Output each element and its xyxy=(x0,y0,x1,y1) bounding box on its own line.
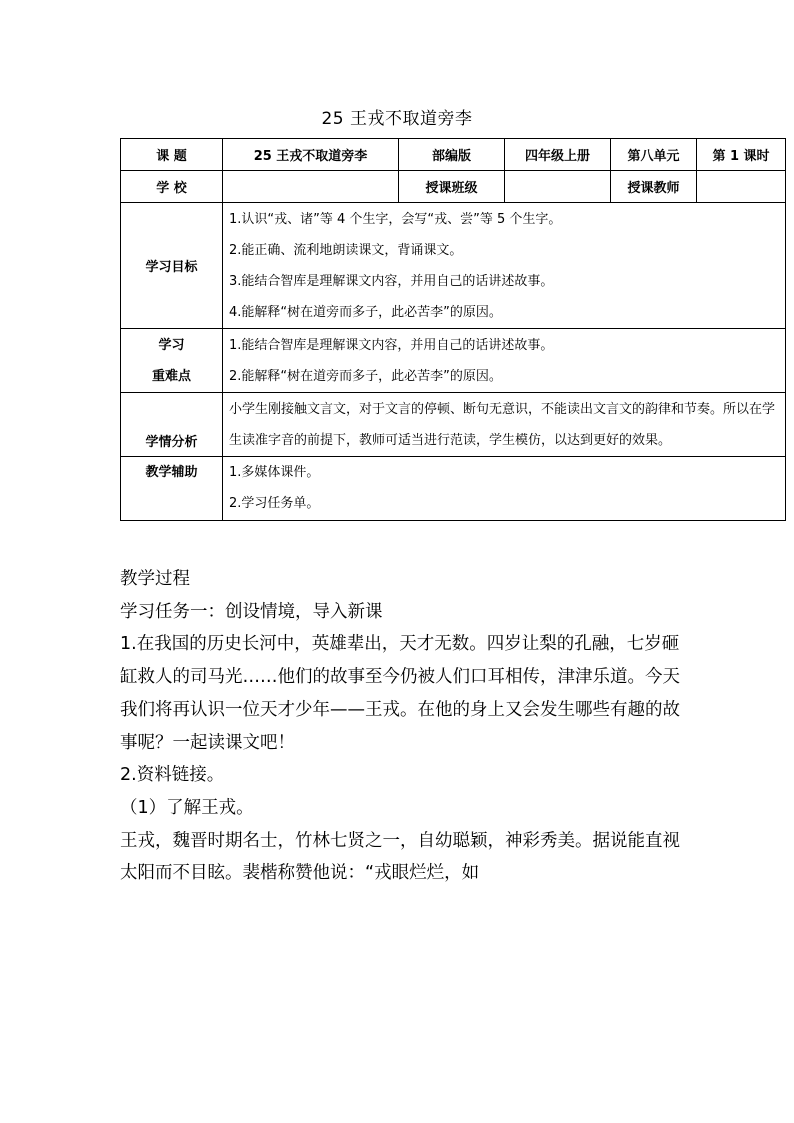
class-label: 授课班级 xyxy=(399,171,505,203)
teaching-process xyxy=(120,563,680,890)
class-value xyxy=(505,171,611,203)
aids-item: 1.多媒体课件。 xyxy=(229,465,320,480)
topic-label: 课 题 xyxy=(121,139,223,171)
difficulty-label xyxy=(121,329,223,393)
teacher-value xyxy=(697,171,786,203)
table-row-analysis xyxy=(121,393,786,457)
lesson-title-cell: 25 王戎不取道旁李 xyxy=(223,139,399,171)
table-row-aids xyxy=(121,457,786,521)
analysis-content xyxy=(223,393,786,457)
school-label: 学 校 xyxy=(121,171,223,203)
goals-label: 学习目标 xyxy=(121,203,223,329)
paragraph-intro: 1.在我国的历史长河中，英雄辈出，天才无数。四岁让梨的孔融，七岁砸缸救人的司马光……他们的故事至今仍被人们口耳相传，津津乐道。今天我们将再认识一位天才少年——王戎。在他的身上又会发生哪些有趣的故事呢？一起读课文吧！ xyxy=(120,634,680,753)
goal-item: 4.能解释“树在道旁而多子，此必苦李”的原因。 xyxy=(229,304,502,320)
period-cell: 第 1 课时 xyxy=(697,139,786,171)
process-heading: 教学过程 xyxy=(120,569,190,589)
difficulty-label-line1: 学习 xyxy=(158,337,185,353)
paragraph-wangrong-bio: 王戎，魏晋时期名士，竹林七贤之一，自幼聪颖，神彩秀美。据说能直视太阳而不目眩。裴楷称赞他说：“戎眼烂烂，如 xyxy=(120,830,680,884)
difficulty-content xyxy=(223,329,786,393)
school-value xyxy=(223,171,399,203)
document-title: 25 王戎不取道旁李 xyxy=(321,109,473,129)
edition-cell: 部编版 xyxy=(399,139,505,171)
table-row-goals xyxy=(121,203,786,329)
goals-content xyxy=(223,203,786,329)
unit-cell: 第八单元 xyxy=(611,139,697,171)
aids-item: 2.学习任务单。 xyxy=(229,496,320,511)
analysis-label: 学情分析 xyxy=(121,393,223,457)
table-row-difficulty xyxy=(121,329,786,393)
goal-item: 1.认识“戎、诸”等 4 个生字，会写“戎、尝”等 5 个生字。 xyxy=(229,211,562,227)
paragraph-know-wangrong: （1）了解王戎。 xyxy=(120,797,254,818)
difficulty-item: 2.能解释“树在道旁而多子，此必苦李”的原因。 xyxy=(229,368,502,384)
table-row-school xyxy=(121,171,786,203)
difficulty-item: 1.能结合智库是理解课文内容，并用自己的话讲述故事。 xyxy=(229,337,554,353)
table-row-topic xyxy=(121,139,786,171)
goal-item: 2.能正确、流利地朗读课文，背诵课文。 xyxy=(229,242,463,258)
paragraph-materials: 2.资料链接。 xyxy=(120,765,225,786)
aids-label-cell xyxy=(121,457,223,521)
lesson-plan-table xyxy=(120,138,786,521)
teacher-label: 授课教师 xyxy=(611,171,697,203)
grade-cell: 四年级上册 xyxy=(505,139,611,171)
analysis-text: 小学生刚接触文言文，对于文言的停顿、断句无意识，不能读出文言文的韵律和节奏。所以在学生读准字音的前提下，教师可适当进行范读，学生模仿，以达到更好的效果。 xyxy=(229,401,776,448)
task1-heading: 学习任务一：创设情境，导入新课 xyxy=(120,601,383,622)
aids-content xyxy=(223,457,786,521)
aids-label: 教学辅助 xyxy=(145,465,198,480)
goal-item: 3.能结合智库是理解课文内容，并用自己的话讲述故事。 xyxy=(229,273,554,289)
difficulty-label-line2: 重难点 xyxy=(151,368,191,384)
